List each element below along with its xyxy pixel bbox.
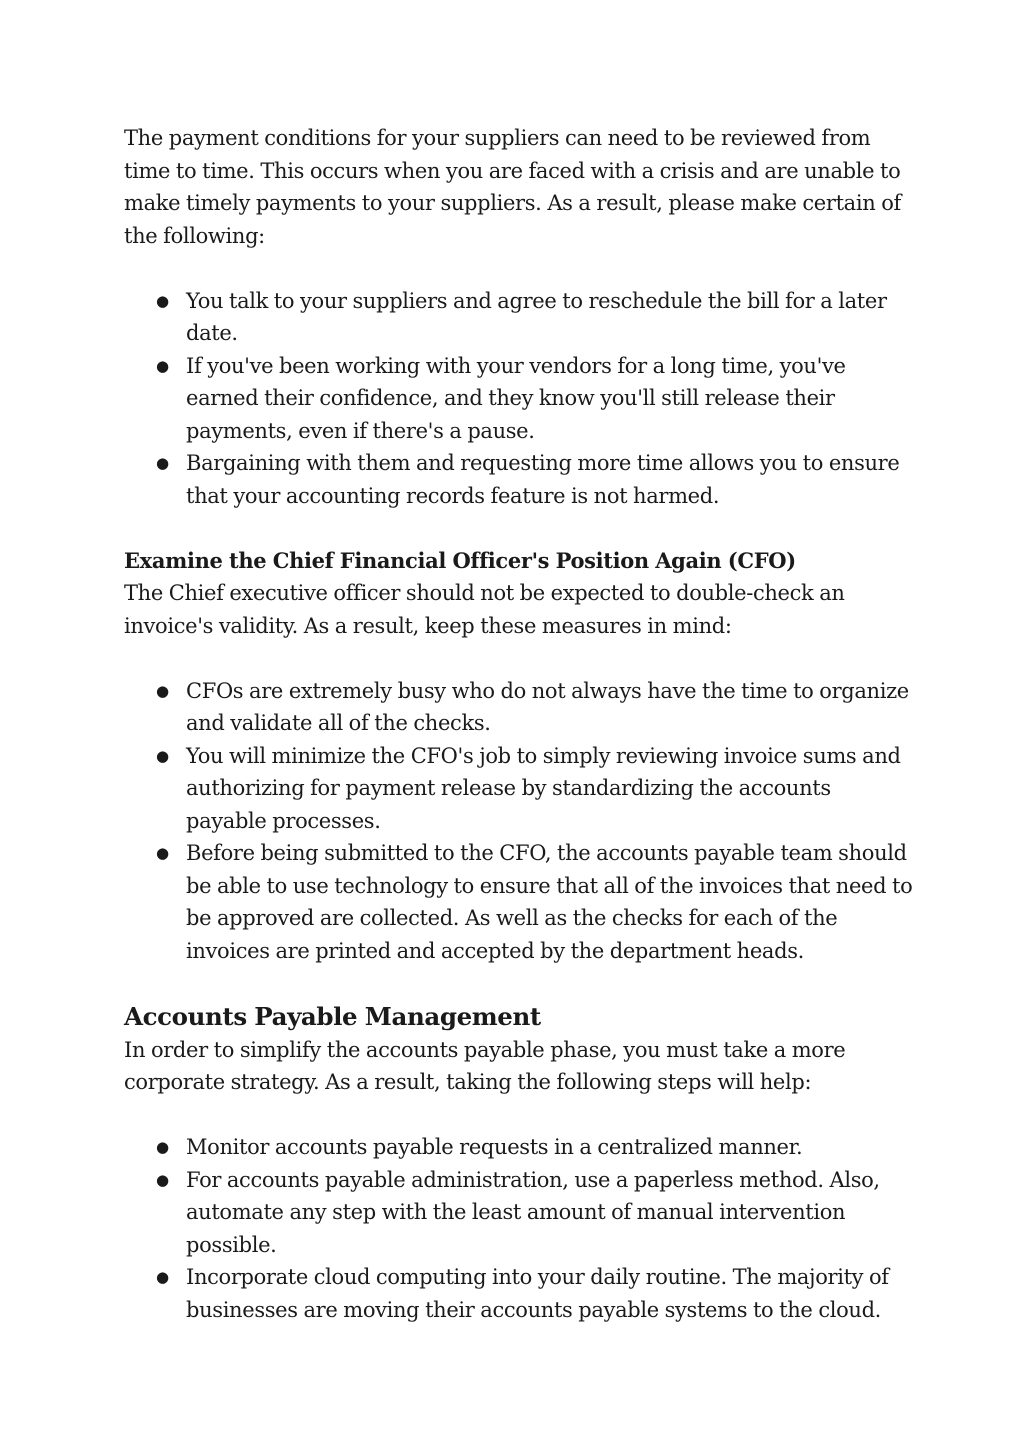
list-item [124,350,914,448]
cfo-section-heading: Examine the Chief Financial Officer's Position Again (CFO) [124,547,796,573]
list-item-text: For accounts payable administration, use a paperless method. Also, automate any step with the least amount of manual intervention possible. [186,1167,880,1257]
cfo-section-paragraph: The Chief executive officer should not be expected to double-check an invoice's validity. As a result, keep these measures in mind: [124,581,845,638]
ap-section-paragraph: In order to simplify the accounts payable phase, you must take a more corporate strategy. As a result, taking the following steps will help: [124,1037,846,1094]
list-item [124,447,914,512]
ap-bullet-list [124,1131,914,1326]
document-page [124,122,914,1326]
list-item-text: Monitor accounts payable requests in a centralized manner. [186,1135,803,1159]
list-item [124,740,914,838]
ap-section-heading: Accounts Payable Management [124,1001,541,1031]
bullet-icon: ● [156,746,169,765]
spacer [124,1099,914,1132]
list-item [124,675,914,740]
list-item-text: Incorporate cloud computing into your daily routine. The majority of businesses are moving their accounts payable systems to the cloud. [186,1265,889,1322]
spacer [124,512,914,545]
list-item [124,1131,914,1164]
bullet-icon: ● [156,454,169,472]
list-item-text: You talk to your suppliers and agree to reschedule the bill for a later date. [186,288,887,345]
bullet-icon: ● [156,291,169,310]
intro-paragraph: The payment conditions for your suppliers can need to be reviewed from time to time. This occurs when you are faced with a crisis and are unable to make timely payments to your suppliers. As a result, please make certain of the following: [124,126,901,248]
spacer [124,642,914,675]
bullet-icon: ● [156,844,169,862]
spacer [124,967,914,1000]
list-item-text: CFOs are extremely busy who do not always have the time to organize and validate all of the checks. [186,678,909,735]
list-item [124,1164,914,1262]
bullet-icon: ● [156,1138,169,1156]
list-item [124,285,914,350]
list-item [124,837,914,967]
spacer [124,252,914,285]
list-item-text: If you've been working with your vendors for a long time, you've earned their confidence, and they know you'll still release their payments, even if there's a pause. [186,353,846,443]
bullet-icon: ● [156,356,169,375]
bullet-icon: ● [156,1268,169,1286]
list-item-text: Bargaining with them and requesting more time allows you to ensure that your accounting records feature is not harmed. [186,451,900,508]
list-item-text: Before being submitted to the CFO, the accounts payable team should be able to use technology to ensure that all of the invoices that need to be approved are collected. As well as the checks for each of the invoices are printed and accepted by the department heads. [186,841,913,963]
list-item-text: You will minimize the CFO's job to simply reviewing invoice sums and authorizing for payment release by standardizing the accounts payable processes. [186,743,901,833]
cfo-bullet-list [124,675,914,968]
list-item [124,1261,914,1326]
intro-bullet-list [124,285,914,513]
bullet-icon: ● [156,681,169,700]
bullet-icon: ● [156,1170,169,1189]
